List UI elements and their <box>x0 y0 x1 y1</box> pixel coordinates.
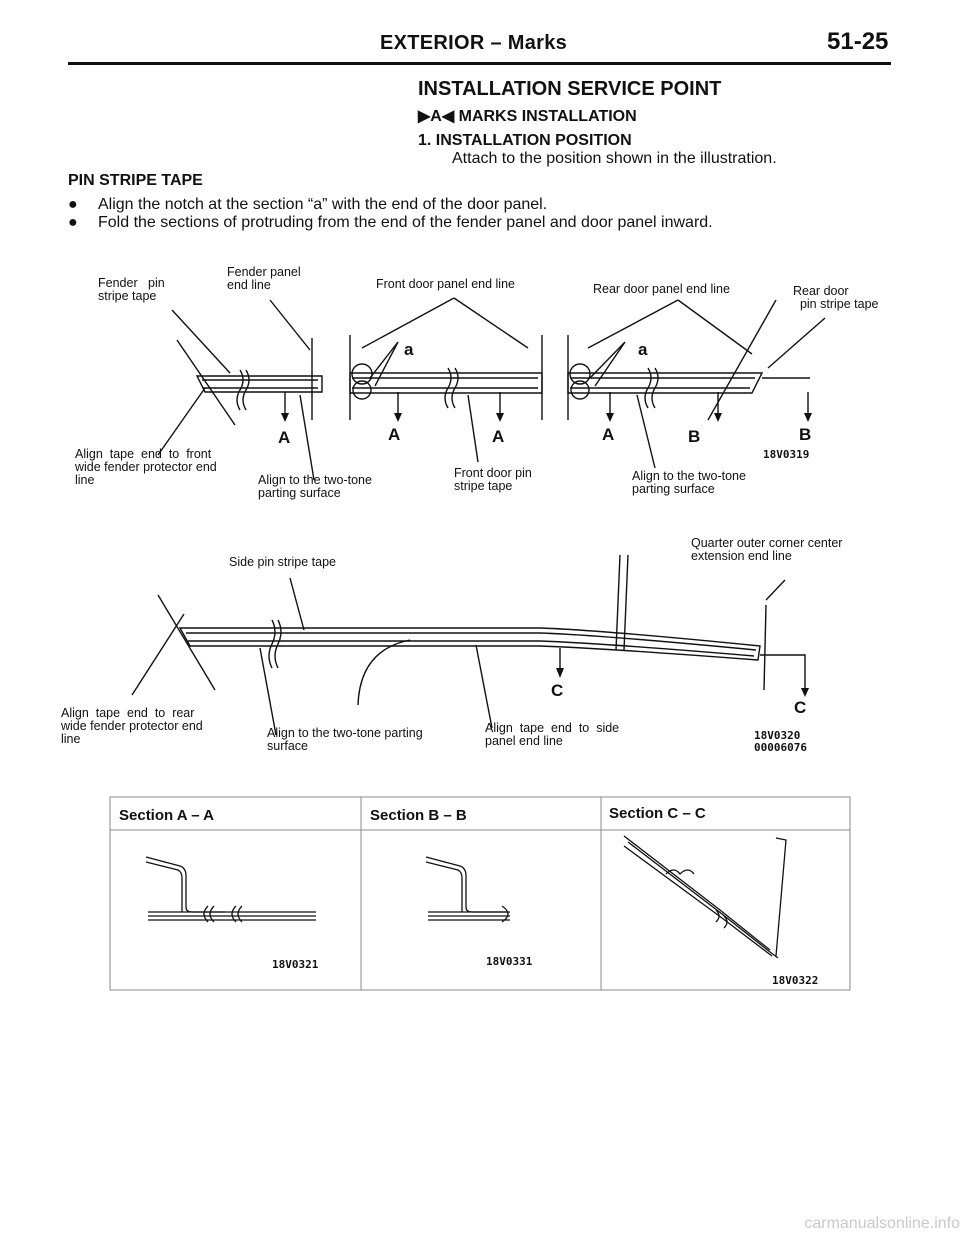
label-two-tone-1: Align to the two-tone parting surface <box>258 473 372 500</box>
label-C-1: C <box>551 681 564 700</box>
section-table <box>110 797 850 990</box>
figure-code: 18V0322 <box>772 974 819 987</box>
label-two-tone: Align to the two-tone parting surface <box>267 726 423 753</box>
watermark: carmanualsonline.info <box>804 1215 960 1232</box>
label-fender-pin: Fender pin stripe tape <box>98 276 165 303</box>
label-quarter: Quarter outer corner center extension end line <box>691 536 843 563</box>
figure-code: 18V0320 <box>754 729 801 742</box>
label-A-1: A <box>278 428 291 447</box>
label-rear-door-pin: Rear door pin stripe tape <box>793 284 879 311</box>
label-two-tone-2: Align to the two-tone parting surface <box>632 469 746 496</box>
bullet-icon: ● <box>68 214 78 231</box>
label-A-3: A <box>492 427 505 446</box>
label-align-front: Align tape end to front wide fender protector end line <box>75 447 217 487</box>
label-a-2: a <box>638 340 648 359</box>
label-C-2: C <box>794 698 807 717</box>
header-title: EXTERIOR – Marks <box>380 32 568 54</box>
page-number: 51-25 <box>827 28 889 55</box>
figure-code: 18V0319 <box>763 448 810 461</box>
label-A-4: A <box>602 425 615 444</box>
figure-code: 18V0331 <box>486 955 533 968</box>
section-heading: INSTALLATION SERVICE POINT <box>418 78 722 100</box>
bullet-item: ● Align the notch at the section “a” with the end of the door panel. <box>68 196 548 213</box>
stripe-diagram-2 <box>132 555 805 735</box>
pin-stripe-heading: PIN STRIPE TAPE <box>68 172 203 189</box>
label-B-1: B <box>688 427 701 446</box>
label-rear-door-end: Rear door panel end line <box>593 282 730 296</box>
label-a-1: a <box>404 340 414 359</box>
figure-code: 18V0321 <box>272 958 319 971</box>
fender-tape <box>197 376 322 392</box>
section-subheading: ▶A◀ MARKS INSTALLATION <box>418 108 637 125</box>
label-side-panel: Align tape end to side panel end line <box>485 721 620 748</box>
step-heading: 1. INSTALLATION POSITION <box>418 132 632 149</box>
figure-code: 00006076 <box>754 741 807 754</box>
section-c-title: Section C – C <box>609 805 706 822</box>
bullet-icon: ● <box>68 196 78 213</box>
label-front-door-end: Front door panel end line <box>376 277 515 291</box>
step-text: Attach to the position shown in the illustration. <box>452 150 777 167</box>
label-fender-panel: Fender panel end line <box>227 265 301 292</box>
label-align-rear: Align tape end to rear wide fender protector end line <box>61 706 203 746</box>
label-A-2: A <box>388 425 401 444</box>
front-door-tape <box>350 373 542 393</box>
label-side-pin: Side pin stripe tape <box>229 555 337 569</box>
section-a-title: Section A – A <box>119 807 215 824</box>
section-b-title: Section B – B <box>370 807 467 824</box>
bullet-item: ● Fold the sections of protruding from the end of the fender panel and door panel inward. <box>68 214 713 231</box>
label-front-door-pin: Front door pin stripe tape <box>454 466 532 493</box>
label-B-2: B <box>799 425 812 444</box>
